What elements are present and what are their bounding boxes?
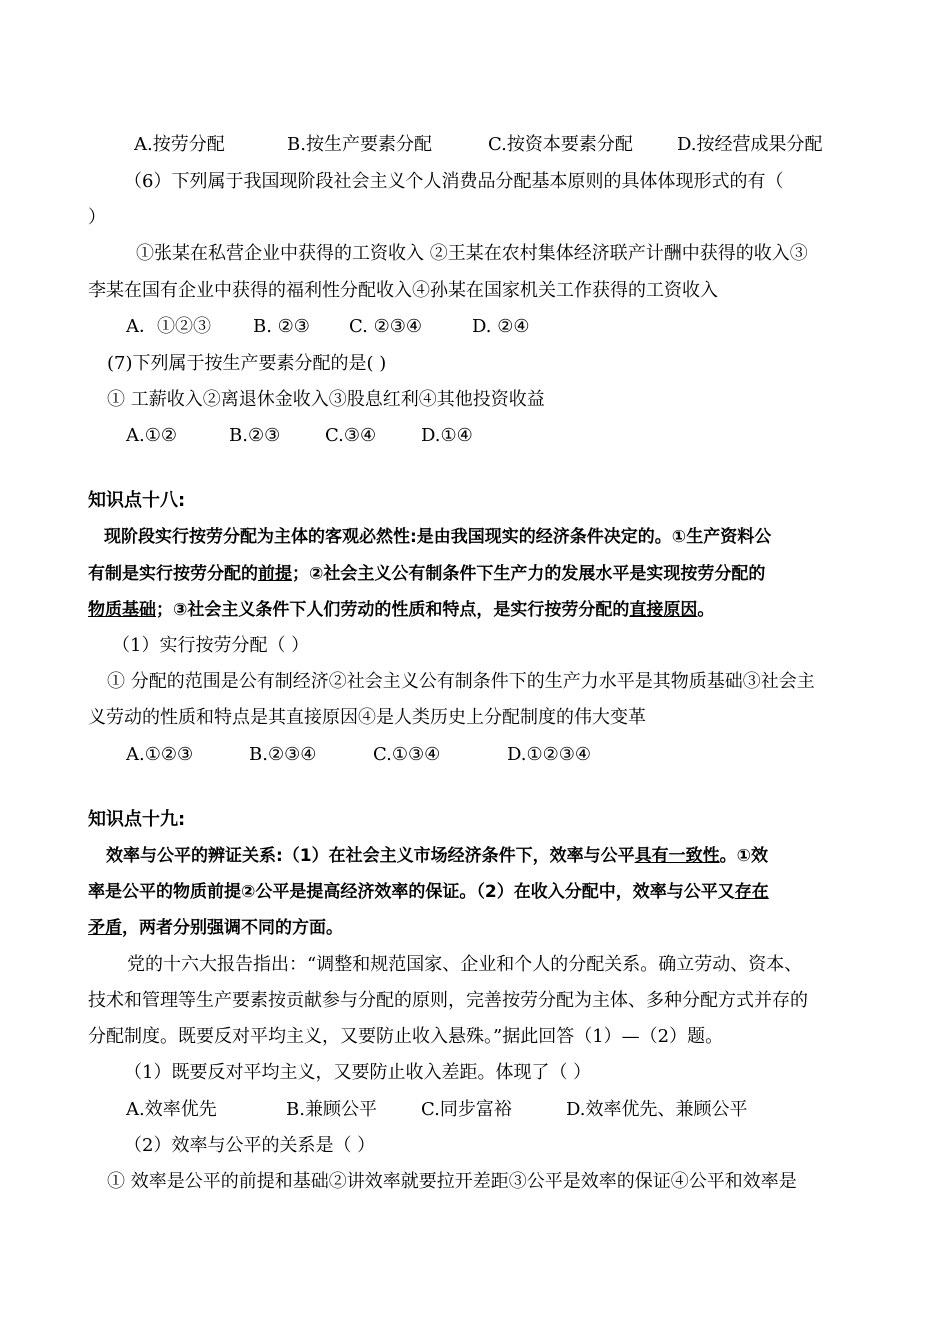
q6-option-b: B. ②③ [253, 316, 310, 337]
k19-quote-line3: 分配制度。既要反对平均主义，又要防止收入悬殊。”据此回答（1）—（2）题。 [88, 1026, 724, 1047]
k18-underline-premise: 前提 [258, 564, 292, 584]
k19-q1-option-a: A.效率优先 [126, 1099, 217, 1120]
k19-q1-stem: （1）既要反对平均主义，又要防止收入差距。体现了（ ） [124, 1062, 592, 1083]
k18-q1-option-c: C.①③④ [373, 744, 441, 765]
q7-option-b: B.②③ [229, 425, 281, 446]
k19-underline-exist: 存在 [734, 882, 769, 902]
q6-option-c: C. ②③④ [349, 316, 422, 337]
q7-stem: (7)下列属于按生产要素分配的是( ) [107, 353, 387, 374]
k18-q1-option-b: B.②③④ [249, 744, 317, 765]
q5-option-d: D.按经营成果分配 [677, 134, 823, 155]
q6-option-d: D. ②④ [472, 316, 530, 337]
k18-q1-option-d: D.①②③④ [507, 744, 592, 765]
q7-option-d: D.①④ [421, 425, 473, 446]
k19-q2-items: ① 效率是公平的前提和基础②讲效率就要拉开差距③公平是效率的保证④公平和效率是 [107, 1171, 797, 1192]
q6-option-a: A．①②③ [126, 316, 211, 337]
k19-underline-contradiction: 矛盾 [88, 918, 122, 938]
k19-q1-option-d: D.效率优先、兼顾公平 [566, 1099, 748, 1120]
q7-option-c: C.③④ [325, 425, 377, 446]
k18-underline-material-basis: 物质基础 [88, 600, 156, 620]
k19-paragraph-line2: 率是公平的物质前提②公平是提高经济效率的保证。（2）在收入分配中，效率与公平又存在 [88, 882, 769, 902]
q6-items-line1: ①张某在私营企业中获得的工资收入 ②王某在农村集体经济联产计酬中获得的收入③ [136, 243, 808, 264]
k19-title: 知识点十九: [88, 809, 186, 830]
k19-quote-line2: 技术和管理等生产要素按贡献参与分配的原则，完善按劳分配为主体、多种分配方式并存的 [88, 990, 808, 1011]
k18-underline-direct-cause: 直接原因 [629, 600, 698, 620]
k19-underline-consistency: 具有一致性 [634, 846, 720, 866]
q6-stem-end: ） [88, 207, 106, 228]
k18-paragraph-line3: 物质基础；③社会主义条件下人们劳动的性质和特点，是实行按劳分配的直接原因。 [88, 600, 715, 620]
q6-stem: （6）下列属于我国现阶段社会主义个人消费品分配基本原则的具体体现形式的有（ [124, 171, 784, 192]
k19-q1-option-b: B.兼顾公平 [286, 1099, 377, 1120]
k18-q1-items-line2: 义劳动的性质和特点是其直接原因④是人类历史上分配制度的伟大变革 [88, 707, 646, 728]
k19-paragraph-line3: 矛盾，两者分别强调不同的方面。 [88, 918, 343, 938]
q5-option-c: C.按资本要素分配 [488, 134, 633, 155]
k18-q1-stem: （1）实行按劳分配（ ） [112, 635, 310, 656]
k18-paragraph-line2: 有制是实行按劳分配的前提；②社会主义公有制条件下生产力的发展水平是实现按劳分配的 [88, 564, 766, 584]
k19-paragraph-line1: 效率与公平的辨证关系:（1）在社会主义市场经济条件下，效率与公平具有一致性。①效 [106, 846, 769, 866]
q5-option-a: A.按劳分配 [134, 134, 225, 155]
k18-paragraph-line1: 现阶段实行按劳分配为主体的客观必然性:是由我国现实的经济条件决定的。①生产资料公 [104, 527, 772, 547]
k19-q2-stem: （2）效率与公平的关系是（ ） [124, 1135, 376, 1156]
q5-option-b: B.按生产要素分配 [287, 134, 432, 155]
q7-option-a: A.①② [126, 425, 177, 446]
k18-title: 知识点十八: [88, 490, 186, 511]
q6-items-line2: 李某在国有企业中获得的福利性分配收入④孙某在国家机关工作获得的工资收入 [88, 280, 718, 301]
k19-q1-option-c: C.同步富裕 [421, 1099, 512, 1120]
k18-q1-items-line1: ① 分配的范围是公有制经济②社会主义公有制条件下的生产力水平是其物质基础③社会主 [107, 671, 815, 692]
k19-quote-line1: 党的十六大报告指出：“调整和规范国家、企业和个人的分配关系。确立劳动、资本、 [127, 954, 803, 975]
q7-items: ① 工薪收入②离退休金收入③股息红利④其他投资收益 [107, 389, 545, 410]
k18-q1-option-a: A.①②③ [126, 744, 194, 765]
